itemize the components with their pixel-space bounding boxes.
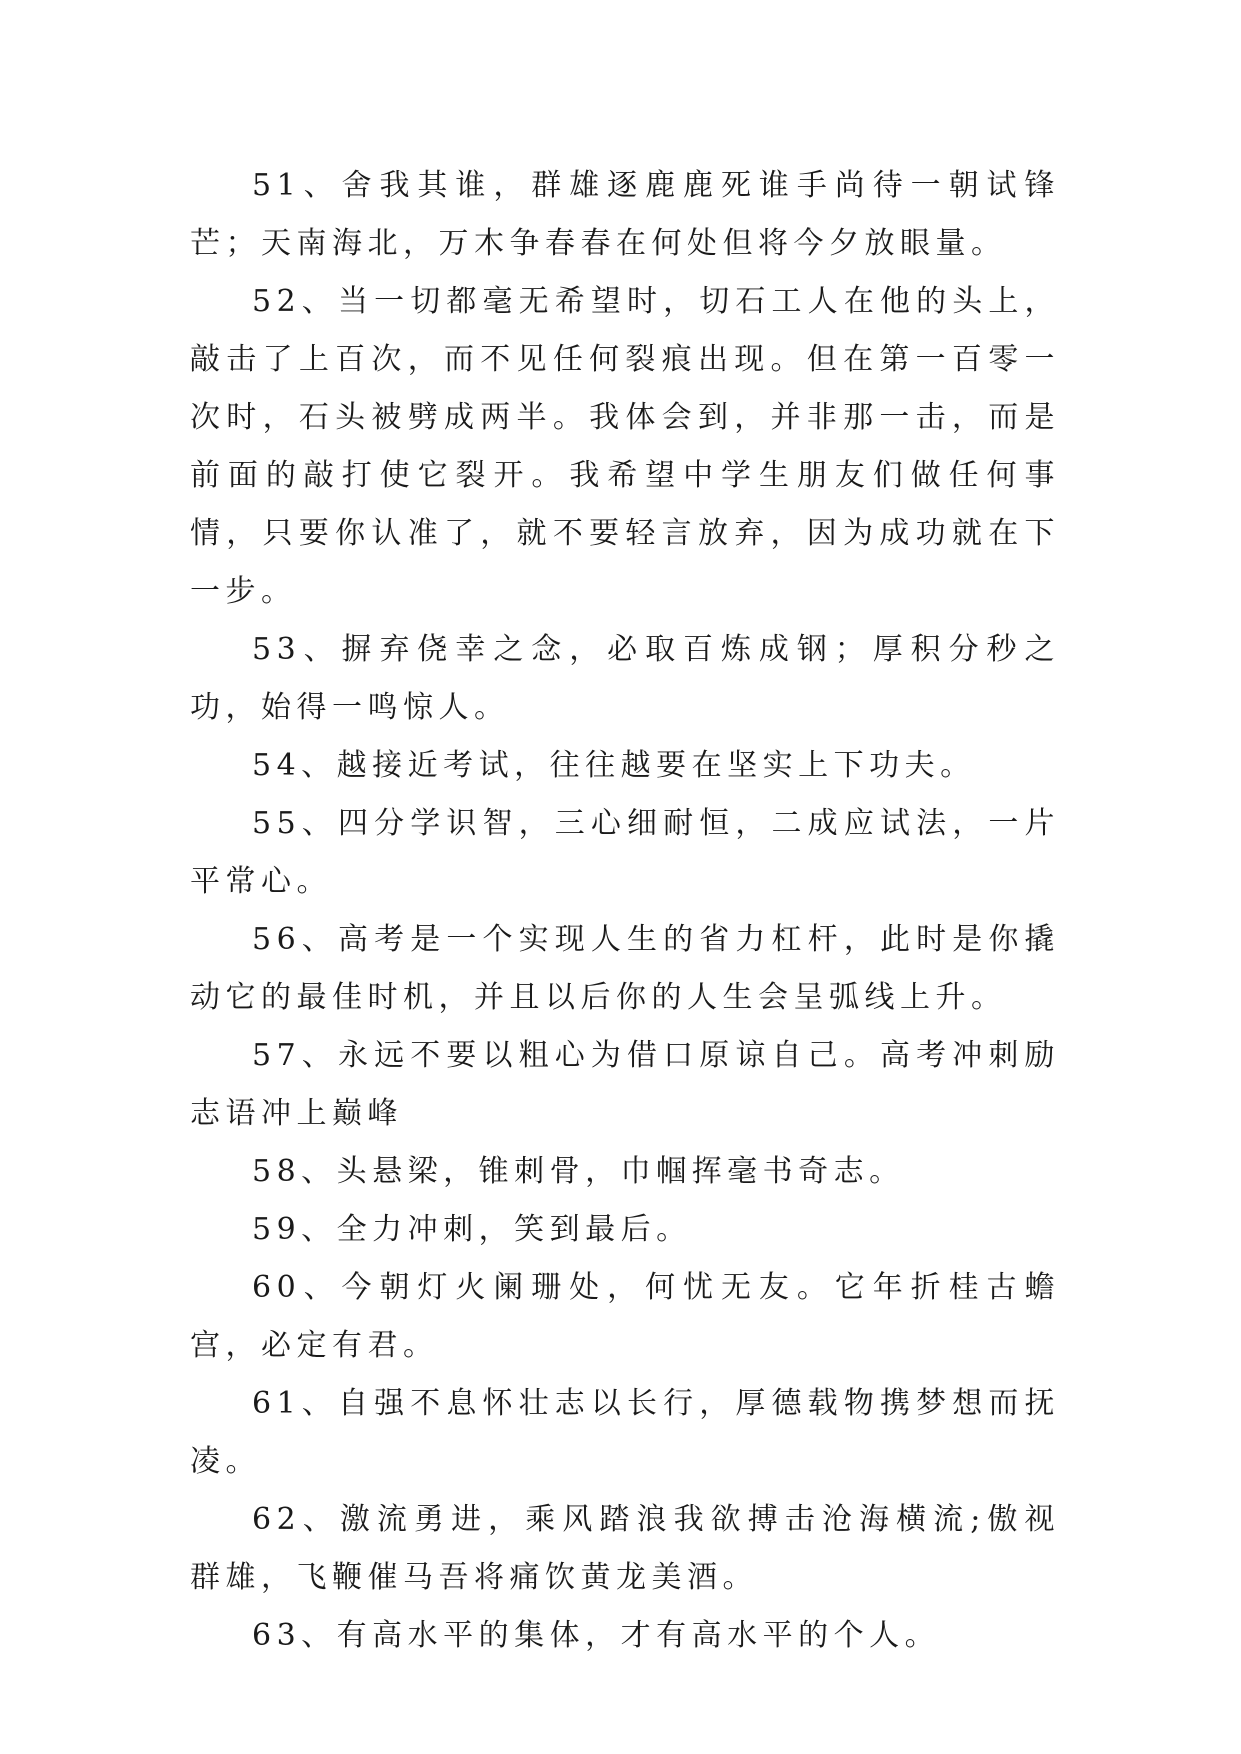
paragraph-56: 56、高考是一个实现人生的省力杠杆，此时是你撬动它的最佳时机，并且以后你的人生会呈弧线上升。 xyxy=(190,922,1060,1015)
paragraph-59: 59、全力冲刺，笑到最后。 xyxy=(252,1212,692,1247)
document-body xyxy=(190,157,1060,1665)
paragraph-60: 60、今朝灯火阑珊处，何忧无友。它年折桂古蟾宫，必定有君。 xyxy=(190,1270,1060,1363)
paragraph-53: 53、摒弃侥幸之念，必取百炼成钢；厚积分秒之功，始得一鸣惊人。 xyxy=(190,632,1060,725)
paragraph-52: 52、当一切都毫无希望时，切石工人在他的头上，敲击了上百次，而不见任何裂痕出现。但在第一百零一次时，石头被劈成两半。我体会到，并非那一击，而是前面的敲打使它裂开。我希望中学生朋友们做任何事情，只要你认准了，就不要轻言放弃，因为成功就在下一步。 xyxy=(190,284,1060,609)
paragraph-55: 55、四分学识智，三心细耐恒，二成应试法，一片平常心。 xyxy=(190,806,1060,899)
paragraph-51: 51、舍我其谁，群雄逐鹿鹿死谁手尚待一朝试锋芒；天南海北，万木争春春在何处但将今夕放眼量。 xyxy=(190,168,1060,261)
paragraph-58: 58、头悬梁，锥刺骨，巾帼挥毫书奇志。 xyxy=(252,1154,905,1189)
paragraph-57: 57、永远不要以粗心为借口原谅自己。高考冲刺励志语冲上巅峰 xyxy=(190,1038,1060,1131)
paragraph-61: 61、自强不息怀壮志以长行，厚德载物携梦想而抚凌。 xyxy=(190,1386,1060,1479)
paragraph-63: 63、有高水平的集体，才有高水平的个人。 xyxy=(252,1618,941,1653)
paragraph-54: 54、越接近考试，往往越要在坚实上下功夫。 xyxy=(252,748,976,783)
paragraph-62: 62、激流勇进，乘风踏浪我欲搏击沧海横流;傲视群雄，飞鞭催马吾将痛饮黄龙美酒。 xyxy=(190,1502,1060,1595)
